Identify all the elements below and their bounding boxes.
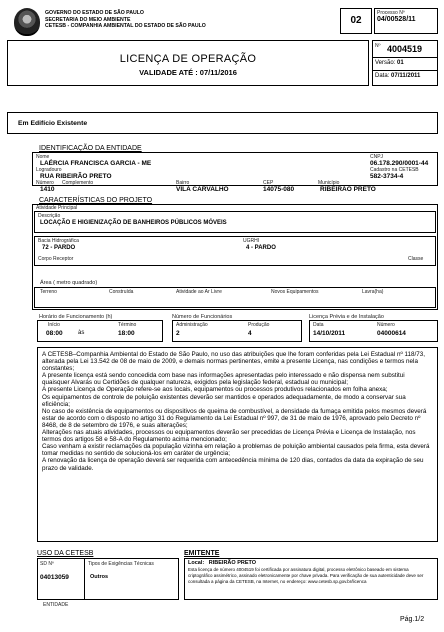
sd-number: 04013059 <box>40 574 69 581</box>
activity-description: LOCAÇÃO E HIGIENIZAÇÃO DE BANHEIROS PÚBLICOS MÓVEIS <box>40 220 227 226</box>
emitter-box <box>184 558 438 600</box>
ugrhi: 4 - PARDO <box>246 245 276 251</box>
license-number: 4004519 <box>387 44 423 54</box>
city: RIBEIRÃO PRETO <box>320 186 376 193</box>
cnpj: 06.178.290/0001-44 <box>370 160 429 167</box>
basin: 72 - PARDO <box>42 245 76 251</box>
conditions-box <box>37 347 438 542</box>
admin-count: 2 <box>176 330 180 337</box>
street: RUA RIBEIRÃO PRETO <box>40 173 112 180</box>
status-text: Em Edifício Existente <box>18 120 88 127</box>
page-number: Pág.1/2 <box>400 616 425 623</box>
header-org: GOVERNO DO ESTADO DE SÃO PAULO SECRETARIA DO MEIO AMBIENTE CETESB - COMPANHIA AMBIENTAL DO ESTADO DE SÃO PAULO <box>45 10 206 29</box>
condition-paragraph: No caso de existência de equipamentos ou dispositivos de queima de combustível, a densidade da fumaça emitida pelos mesmos deverá estar de acordo com o disposto no artigo 31 do Regulamento da Lei Estadual nº 997, de 31 de maio de 1976, aprovado pelo Decreto nº 8468, de 8 de setembro de 1976, e suas alterações; <box>42 407 427 429</box>
condition-paragraph: A CETESB–Companhia Ambiental do Estado de São Paulo, no uso das atribuições que lhe foram conferidas pela Lei Estadual nº 118/73, alterada pela Lei 13.542 de 08 de maio de 2009, e demais normas pertinentes, emite a presente Licença, nas condições e termos nela constantes; <box>42 351 426 373</box>
entity-name: LAÉRCIA FRANCISCA GARCIA - ME <box>40 160 152 167</box>
condition-paragraph: Caso venham a existir reclamações da população vizinha em relação a problemas de poluição ambiental causados pela firma, esta deverá tomar medidas no sentido de solucioná-los em caráter de urgência; <box>42 443 430 458</box>
date-row: Data: 07/11/2011 <box>375 73 421 79</box>
condition-paragraph: Alterações nas atuais atividades, processos ou equipamentos deverão ser precedidas de Licença Prévia e Licença de Instalação, nos termos dos artigos 58 e 58-A do Regulamento acima mencionado; <box>42 429 416 444</box>
basin-box <box>34 236 436 266</box>
area-label: Área ( metro quadrado) <box>40 280 98 286</box>
prior-license-date: 14/10/2011 <box>313 330 346 337</box>
condition-paragraph: A renovação da licença de operação deverá ser requerida com antecedência mínima de 120 dias, contados da data da expiração de seu prazo de validade. <box>42 457 424 472</box>
document-title: LICENÇA DE OPERAÇÃO <box>119 53 257 65</box>
emitter-title: EMITENTE <box>184 550 220 557</box>
end-time: 18:00 <box>118 330 135 337</box>
license-box: Nº 4004519 Versão: 01 Data: 07/11/2011 <box>372 40 438 86</box>
state-seal-icon <box>14 8 40 36</box>
title-box <box>7 40 369 86</box>
validity: VALIDADE ATÉ : 07/11/2016 <box>139 68 237 77</box>
emitter-text: Esta licença de número 4004519 foi certificada por assinatura digital, processo eletrônico baseado em sistema criptográfico assimétrico, assinado eletronicamente por chave privada. Para verificação de sua autenticidade deve ser consultada a página da CETESB, na Internet, no endereço: www.cetesb.sp.gov.br/licenca <box>188 567 424 584</box>
cep: 14075-080 <box>263 186 295 193</box>
address-number: 1410 <box>40 186 55 193</box>
condition-paragraph: A presente licença está sendo concedida com base nas informações apresentadas pelo interessado e não dispensa nem substitui quaisquer Alvarás ou Certidões de qualquer natureza, exigidos pela legislação federal, estadual ou municipal; <box>42 372 405 387</box>
district: VILA CARVALHO <box>176 186 229 193</box>
cetesb-registration: 582-3734-4 <box>370 173 404 180</box>
tech-requirements: Outros <box>90 574 109 580</box>
cetesb-use-title: USO DA CETESB <box>37 550 94 557</box>
condition-paragraph: Os equipamentos de controle de poluição existentes deverão ser mantidos e operados adequadamente, de modo a conservar sua eficiência; <box>42 393 406 408</box>
hours-label: Horário de Funcionamento (h) <box>39 314 113 320</box>
condition-paragraph: A presente Licença de Operação refere-se aos locais, equipamentos ou processos produtivos relacionados em folha anexa; <box>42 386 388 394</box>
status-box <box>7 112 438 134</box>
start-time: 08:00 <box>46 330 63 337</box>
version-row: Versão: 01 <box>375 60 404 66</box>
emitter-local: Local: RIBEIRÃO PRETO <box>188 560 257 566</box>
entity-section-title: IDENTIFICAÇÃO DA ENTIDADE <box>39 145 142 152</box>
copy-number-box: 02 <box>340 8 372 34</box>
process-box: Processo Nº 04/00528/11 <box>374 8 438 34</box>
prior-license-number: 04000614 <box>377 330 406 337</box>
project-section-title: CARACTERÍSTICAS DO PROJETO <box>39 197 153 204</box>
production-count: 4 <box>248 330 252 337</box>
